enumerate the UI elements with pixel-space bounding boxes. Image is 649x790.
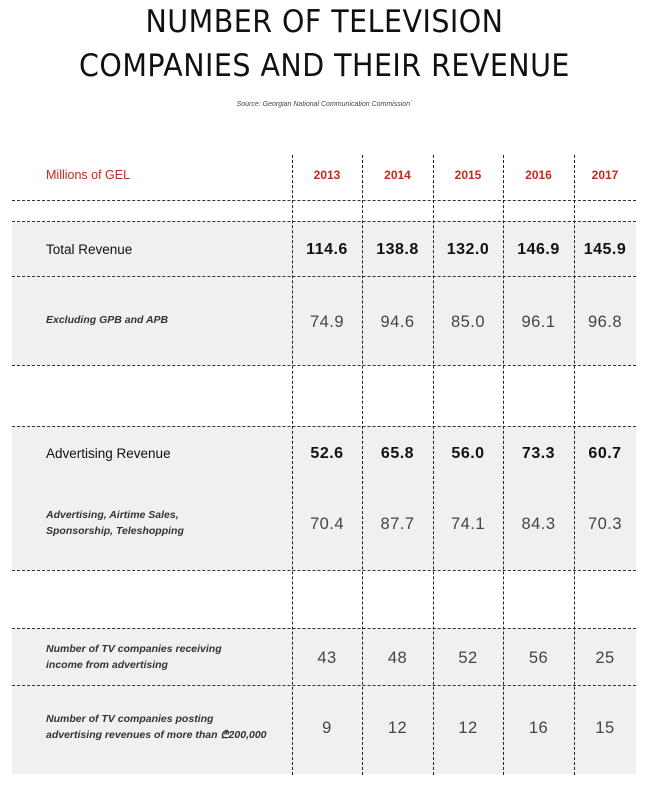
- label-line: advertising revenues of more than ₾200,000: [46, 729, 267, 741]
- header-year: 2013: [313, 168, 341, 182]
- table-cell: 56: [528, 648, 549, 667]
- row-label-total-revenue: Total Revenue: [46, 241, 133, 257]
- source-note: Source: Georgian National Communication Commission`: [236, 101, 413, 108]
- table-cell: 56.0: [451, 445, 485, 462]
- divider: [12, 221, 636, 222]
- label-line: Number of TV companies posting: [46, 713, 214, 725]
- page-title-line-1: NUMBER OF TELEVISION: [145, 4, 504, 40]
- header-units-label: Millions of GEL: [46, 168, 131, 182]
- table-cell: 74.9: [309, 312, 345, 331]
- table-cell: 65.8: [380, 445, 415, 462]
- header-year: 2017: [591, 168, 619, 182]
- table-cell: 48: [387, 648, 408, 667]
- table-cell: 138.8: [376, 241, 419, 258]
- header-year: 2016: [525, 168, 552, 182]
- table-cell: 94.6: [380, 312, 415, 331]
- table-cell: 145.9: [583, 241, 627, 258]
- table-cell: 73.3: [521, 445, 556, 462]
- divider: [12, 200, 636, 201]
- label-line: Sponsorship, Teleshopping: [46, 525, 184, 537]
- divider: [12, 365, 636, 366]
- divider: [12, 685, 636, 686]
- row-label-advertising-revenue: Advertising Revenue: [46, 445, 171, 461]
- page-title-line-2: COMPANIES AND THEIR REVENUE: [79, 48, 570, 84]
- table-cell: 60.7: [588, 445, 622, 462]
- divider: [12, 426, 636, 427]
- header-year: 2014: [384, 168, 411, 182]
- divider: [12, 628, 636, 629]
- divider: [12, 570, 636, 571]
- table-cell: 114.6: [306, 241, 348, 258]
- table-cell: 96.1: [521, 312, 556, 331]
- table-cell: 87.7: [380, 514, 415, 533]
- table-cell: 52.6: [310, 445, 344, 462]
- divider: [12, 276, 636, 277]
- table-cell: 9: [322, 718, 332, 737]
- row-label-advertising-detail: [46, 506, 291, 540]
- table-cell: 43: [317, 648, 337, 667]
- table-cell: 52: [458, 648, 478, 667]
- table-cell: 15: [595, 718, 615, 737]
- label-line: Number of TV companies receiving: [46, 643, 222, 655]
- table-cell: 70.3: [587, 514, 623, 533]
- table-cell: 96.8: [587, 312, 623, 331]
- row-label-tv-200k: [46, 710, 296, 744]
- table-cell: 85.0: [450, 312, 486, 331]
- table-cell: 12: [387, 718, 408, 737]
- row-label-excluding: Excluding GPB and APB: [46, 314, 169, 326]
- table-cell: 132.0: [446, 241, 490, 258]
- header-year: 2015: [454, 168, 482, 182]
- table-cell: 74.1: [450, 514, 486, 533]
- table-cell: 84.3: [521, 514, 556, 533]
- table-cell: 12: [458, 718, 478, 737]
- table-cell: 25: [595, 648, 615, 667]
- table-cell: 70.4: [309, 514, 345, 533]
- label-line: Advertising, Airtime Sales,: [46, 509, 179, 521]
- table-cell: 146.9: [517, 241, 560, 258]
- row-label-tv-income: [46, 640, 291, 674]
- table-cell: 16: [528, 718, 549, 737]
- label-line: income from advertising: [46, 659, 168, 671]
